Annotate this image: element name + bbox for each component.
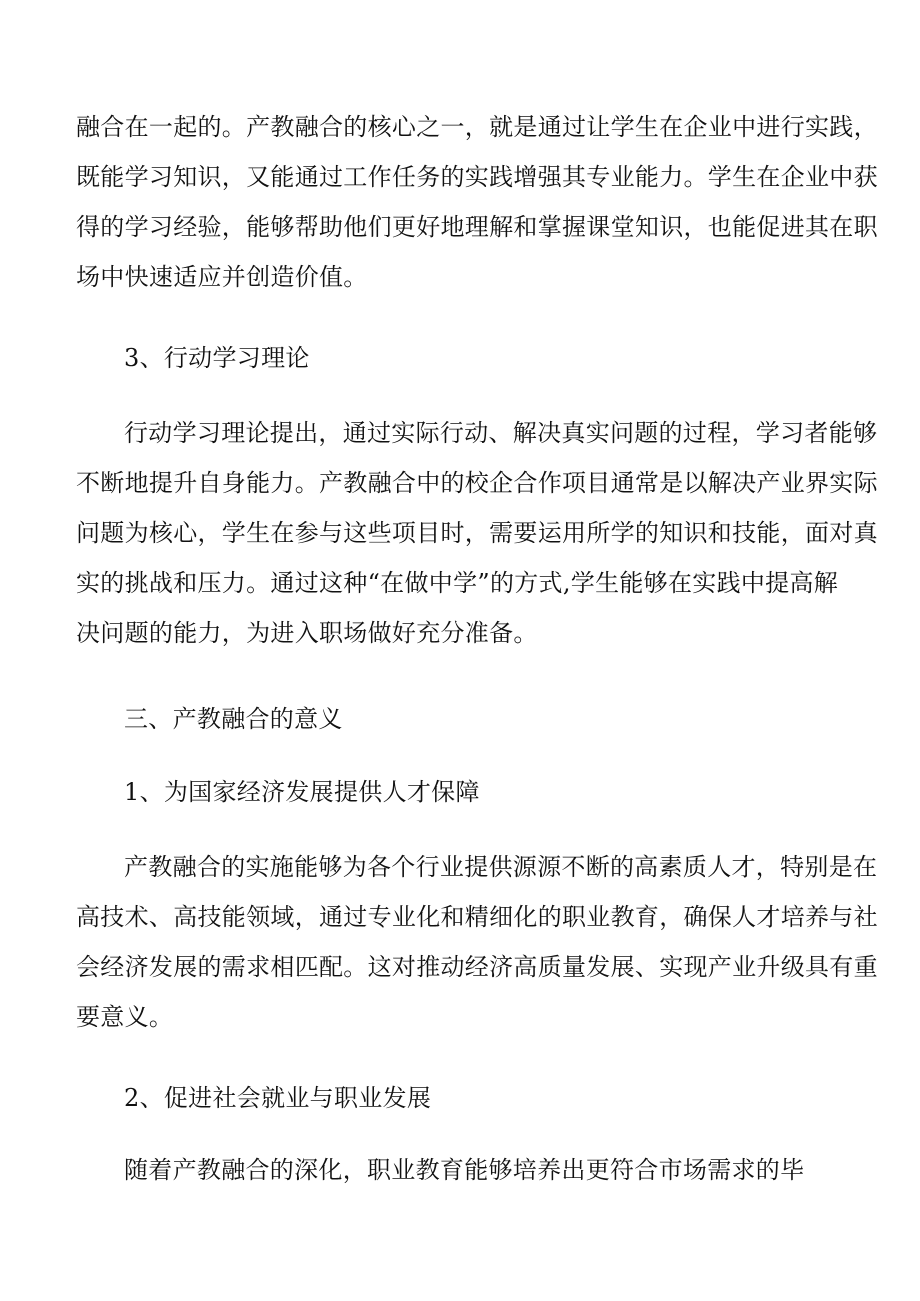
paragraph-line: 决问题的能力，为进入职场做好充分准备。: [76, 619, 538, 647]
paragraph-action-learning: [76, 408, 878, 658]
paragraph-line: 会经济发展的需求相匹配。这对推动经济高质量发展、实现产业升级具有重: [76, 953, 878, 981]
paragraph-line: 实的挑战和压力。通过这种“在做中学”的方式,学生能够在实践中提高解: [76, 569, 839, 597]
paragraph-line: 问题为核心，学生在参与这些项目时，需要运用所学的知识和技能，面对真: [76, 519, 878, 547]
paragraph-employment: [76, 1145, 846, 1195]
heading-talent-guarantee: [76, 767, 846, 817]
section-heading: 三、产教融合的意义: [124, 705, 343, 733]
subheading: 1、为国家经济发展提供人才保障: [124, 778, 480, 806]
paragraph-practice-integration: [76, 102, 878, 302]
paragraph-line: 场中快速适应并创造价值。: [76, 263, 368, 291]
heading-action-learning: [76, 333, 846, 383]
paragraph-line: 既能学习知识，又能通过工作任务的实践增强其专业能力。学生在企业中获: [76, 163, 878, 191]
heading-employment: [76, 1073, 846, 1123]
paragraph-line: 行动学习理论提出，通过实际行动、解决真实问题的过程，学习者能够: [124, 419, 878, 447]
section-heading-significance: [76, 694, 846, 744]
paragraph-talent-guarantee: [76, 842, 878, 1042]
subheading: 2、促进社会就业与职业发展: [124, 1084, 432, 1112]
paragraph-line: 得的学习经验，能够帮助他们更好地理解和掌握课堂知识，也能促进其在职: [76, 213, 878, 241]
paragraph-line: 高技术、高技能领域，通过专业化和精细化的职业教育，确保人才培养与社: [76, 903, 878, 931]
paragraph-line: 随着产教融合的深化，职业教育能够培养出更符合市场需求的毕: [124, 1156, 805, 1184]
subheading: 3、行动学习理论: [124, 344, 310, 372]
paragraph-line: 要意义。: [76, 1003, 174, 1031]
paragraph-line: 不断地提升自身能力。产教融合中的校企合作项目通常是以解决产业界实际: [76, 469, 878, 497]
paragraph-line: 融合在一起的。产教融合的核心之一，就是通过让学生在企业中进行实践，: [76, 113, 878, 141]
paragraph-line: 产教融合的实施能够为各个行业提供源源不断的高素质人才，特别是在: [124, 853, 878, 881]
